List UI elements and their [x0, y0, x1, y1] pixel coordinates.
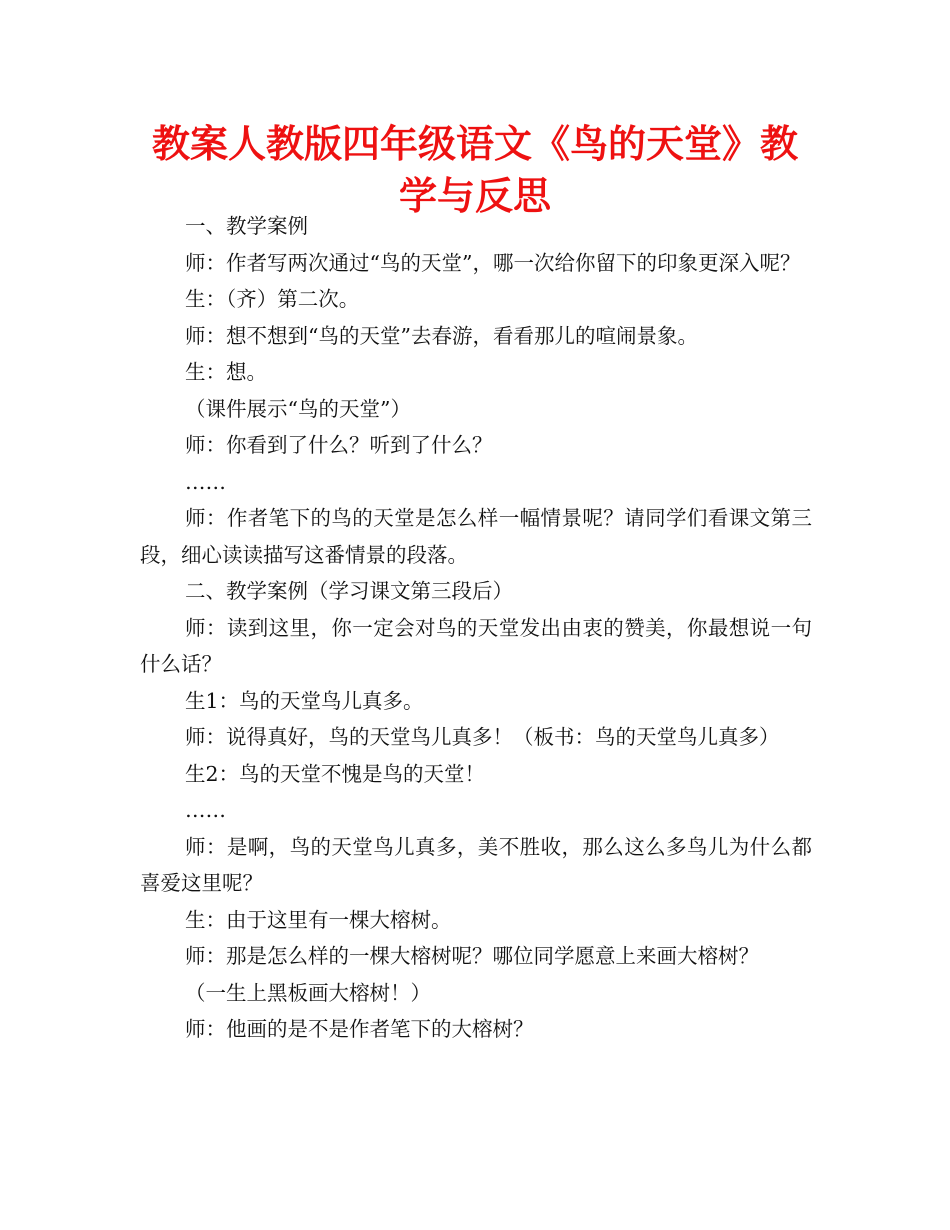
paragraph: 生：由于这里有一棵大榕树。: [185, 907, 452, 932]
paragraph-section-heading-1: 一、教学案例: [185, 214, 308, 238]
document-title: 教案人教版四年级语文《鸟的天堂》教学与反思: [151, 122, 798, 218]
paragraph: 生：想。: [185, 360, 267, 384]
paragraph: 师：你看到了什么？听到了什么？: [185, 433, 493, 457]
paragraph: 生：（齐）第二次。: [185, 287, 360, 311]
paragraph: 师：作者笔下的鸟的天堂是怎么样一幅情景呢？请同学们看课文第三段，细心读读描写这番情景的段落。: [140, 506, 812, 567]
paragraph: 师：他画的是不是作者笔下的大榕树？: [185, 1017, 534, 1041]
paragraph-ellipsis: ……: [185, 469, 226, 494]
paragraph: 师：想不想到“鸟的天堂”去春游，看看那儿的喧闹景象。: [185, 323, 698, 348]
paragraph: 生1：鸟的天堂鸟儿真多。: [185, 688, 424, 713]
paragraph: （课件展示“鸟的天堂”）: [185, 396, 411, 421]
paragraph: 师：是啊，鸟的天堂鸟儿真多，美不胜收，那么这么多鸟儿为什么都喜爱这里呢？: [140, 834, 812, 895]
paragraph: 师：那是怎么样的一棵大榕树呢？哪位同学愿意上来画大榕树？: [185, 944, 759, 968]
paragraph-ellipsis: ……: [185, 798, 226, 822]
paragraph-section-heading-2: 二、教学案例（学习课文第三段后）: [185, 579, 513, 603]
paragraph: 师：读到这里，你一定会对鸟的天堂发出由衷的赞美，你最想说一句什么话？: [140, 615, 812, 676]
paragraph: 生2：鸟的天堂不愧是鸟的天堂！: [185, 761, 486, 786]
paragraph: 师：说得真好，鸟的天堂鸟儿真多！（板书：鸟的天堂鸟儿真多）: [185, 725, 780, 749]
document-body: [140, 208, 812, 1048]
paragraph: 师：作者写两次通过“鸟的天堂”，哪一次给你留下的印象更深入呢？: [185, 250, 801, 275]
paragraph: （一生上黑板画大榕树！）: [185, 980, 431, 1005]
